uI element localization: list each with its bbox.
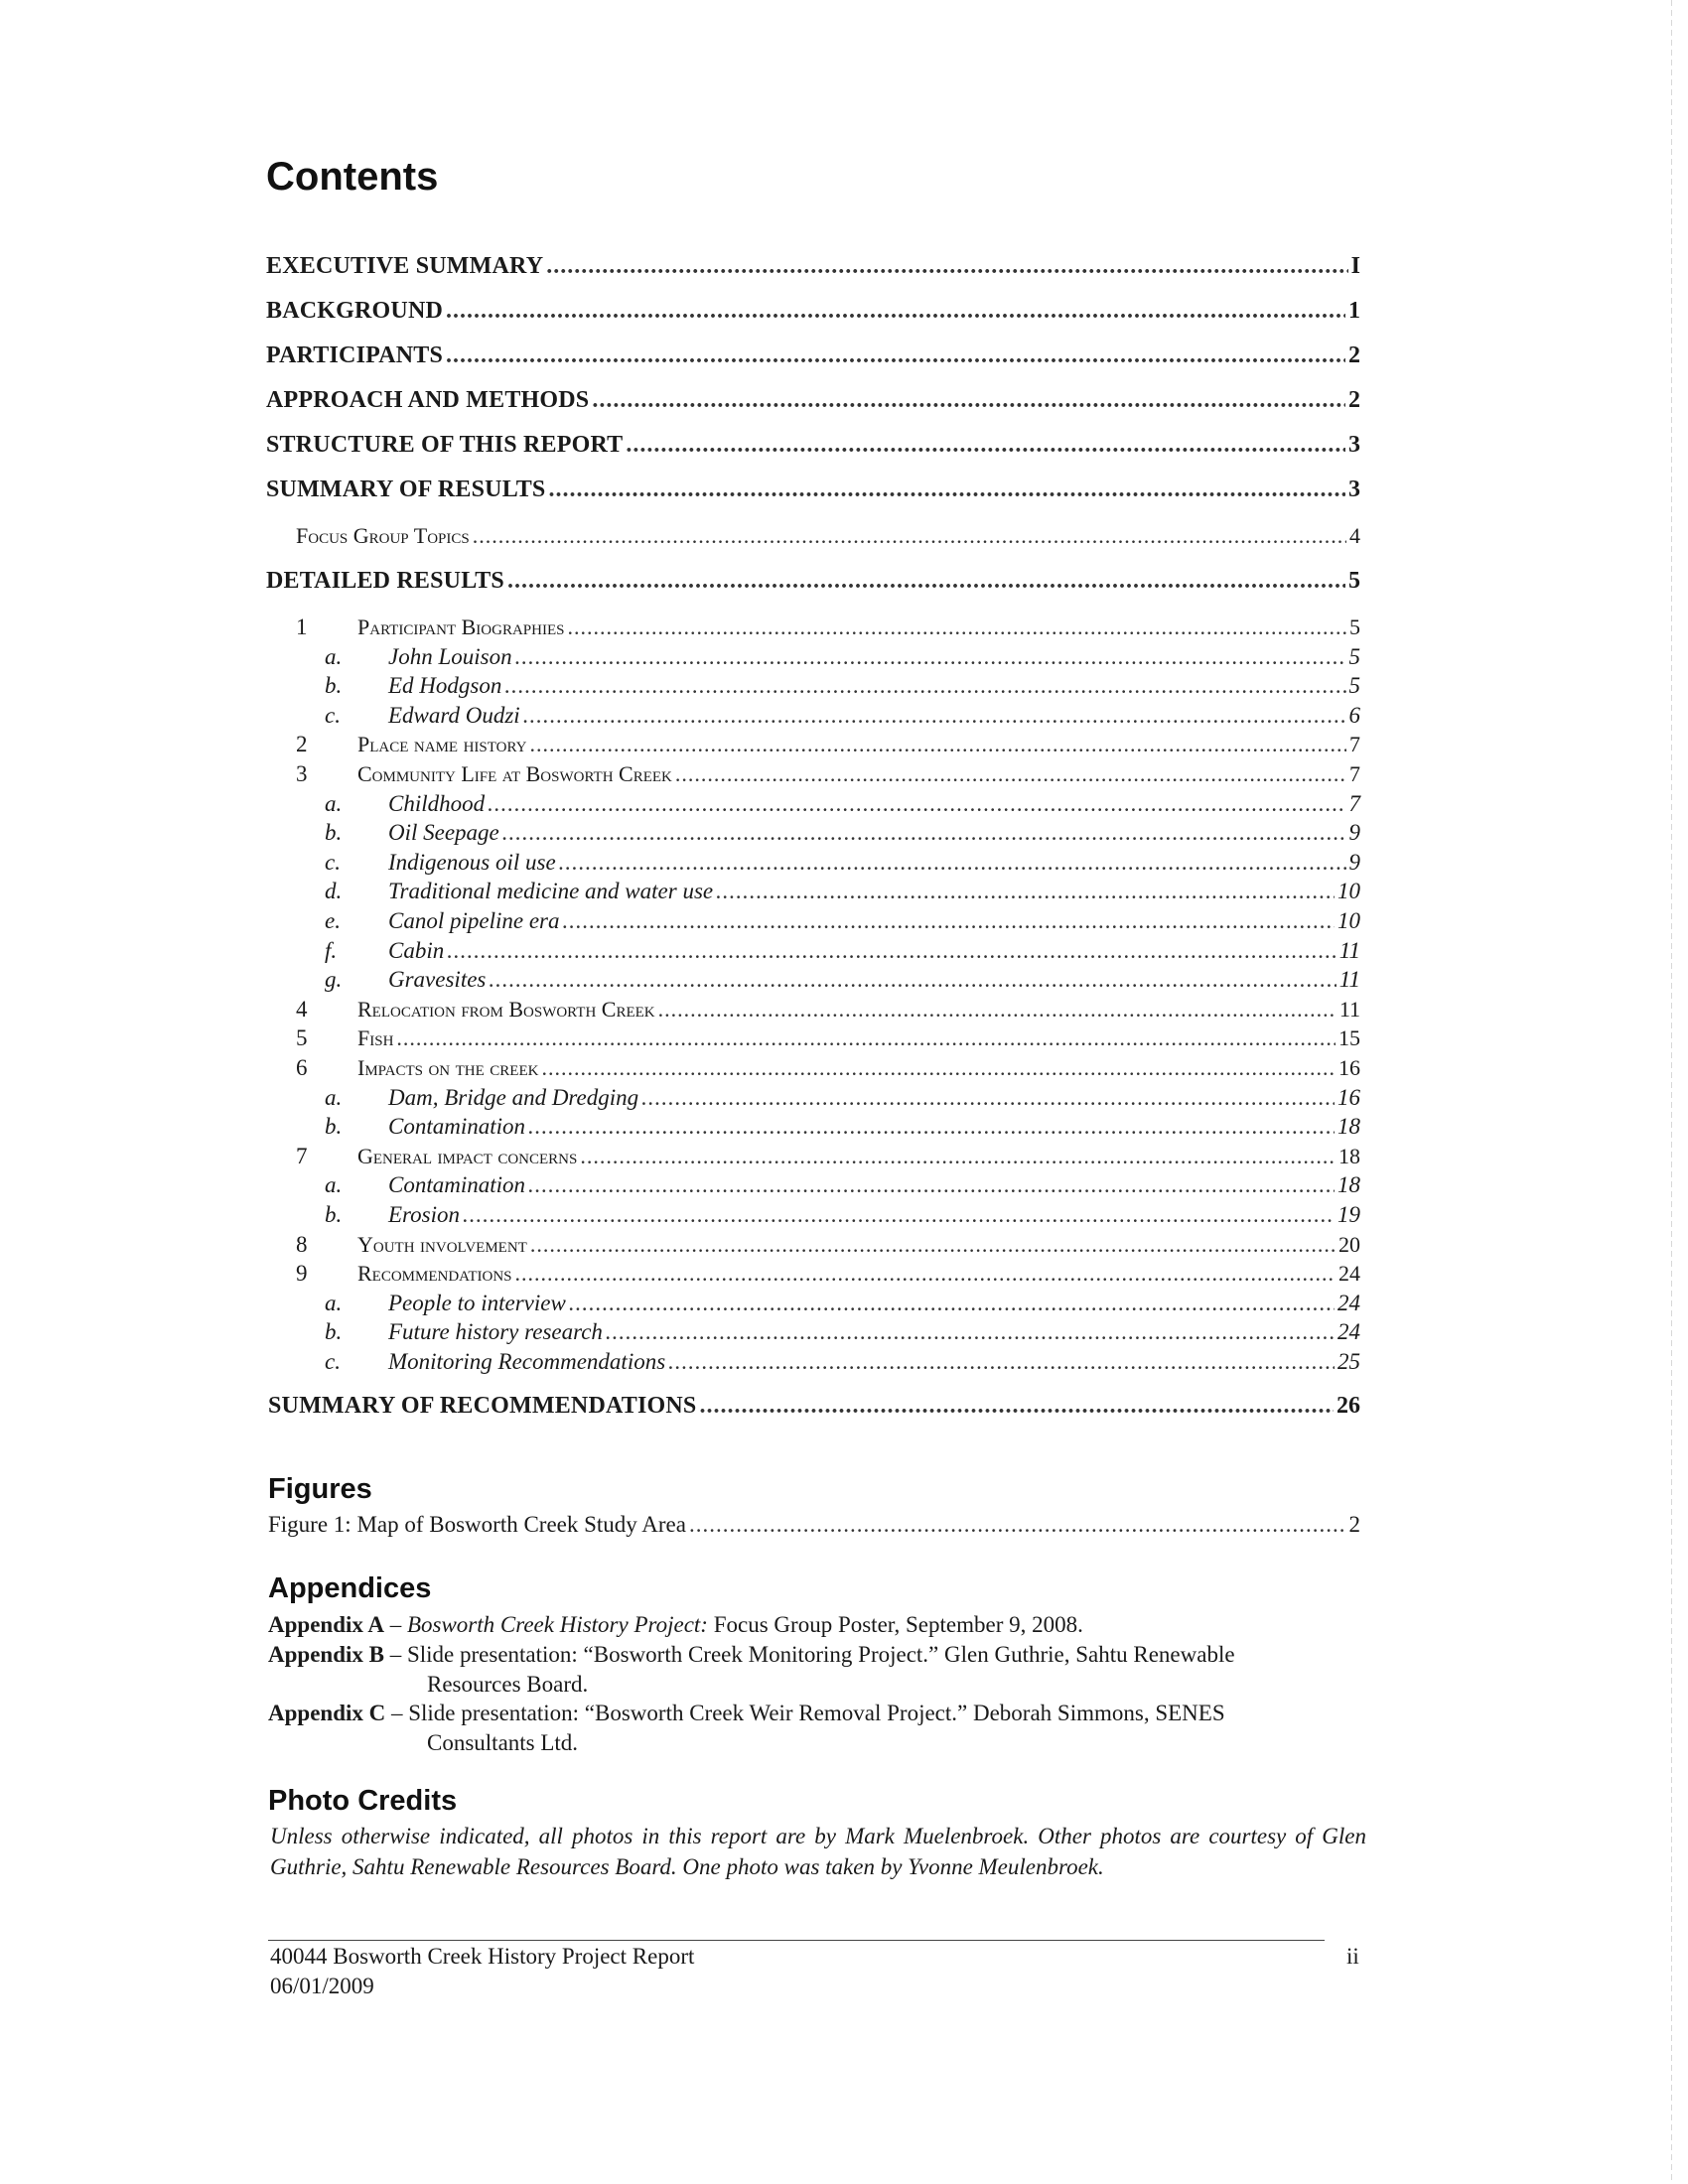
- appendix-b[interactable]: Appendix B – Slide presentation: “Bosworth Creek Monitoring Project.” Glen Guthrie, Sahtu Renewable: [268, 1642, 1235, 1667]
- toc-entry-executive-summary[interactable]: [266, 252, 1360, 280]
- toc-entry-label: Contamination: [388, 1172, 526, 1198]
- toc-entry-label: Edward Oudzi: [388, 702, 520, 728]
- toc-item-number: 2: [296, 732, 308, 757]
- toc-item-number: d.: [325, 879, 343, 904]
- toc-subsection-entry[interactable]: [388, 1171, 1360, 1199]
- toc-subsection-entry[interactable]: [388, 907, 1360, 935]
- toc-section-entry[interactable]: [357, 1024, 1360, 1052]
- toc-item-number: f.: [325, 937, 338, 963]
- toc-subsection-entry[interactable]: [388, 1318, 1360, 1346]
- toc-item-number: 6: [296, 1055, 308, 1080]
- appendix-key: Appendix C: [268, 1701, 386, 1725]
- toc-entry-label: Recommendations: [357, 1261, 512, 1287]
- toc-entry-label: SUMMARY OF RESULTS: [266, 477, 546, 502]
- appendix-b-continued: Resources Board.: [427, 1672, 589, 1697]
- toc-entry-label: Monitoring Recommendations: [388, 1349, 666, 1374]
- toc-entry-page: 5: [1348, 643, 1360, 669]
- toc-entry-page: 20: [1338, 1231, 1360, 1257]
- toc-entry-label: Indigenous oil use: [388, 849, 556, 875]
- appendix-c-continued: Consultants Ltd.: [427, 1730, 579, 1755]
- appendix-key: Appendix A: [268, 1612, 384, 1637]
- toc-entry-page: 3: [1348, 432, 1360, 458]
- toc-subsection-entry[interactable]: [388, 966, 1360, 994]
- footer-report-title: 40044 Bosworth Creek History Project Report: [270, 1944, 695, 1969]
- toc-entry-structure-of-report[interactable]: [266, 431, 1360, 459]
- toc-item-number: b.: [325, 1202, 343, 1227]
- toc-subsection-entry[interactable]: [388, 1348, 1360, 1376]
- toc-item-number: c.: [325, 702, 341, 728]
- toc-section-entry[interactable]: [357, 1054, 1360, 1082]
- toc-entry-label: People to interview: [388, 1290, 566, 1315]
- figure-1-entry[interactable]: [268, 1511, 1360, 1539]
- toc-subsection-entry[interactable]: [388, 819, 1360, 847]
- toc-entry-label: Childhood: [388, 790, 486, 816]
- toc-entry-label: Ed Hodgson: [388, 673, 502, 699]
- toc-entry-summary-of-results[interactable]: [266, 476, 1360, 503]
- toc-entry-page: 5: [1349, 614, 1360, 639]
- toc-entry-page: 16: [1337, 1084, 1360, 1110]
- toc-entry-page: 10: [1337, 908, 1360, 933]
- toc-item-number: e.: [325, 908, 341, 933]
- toc-section-entry[interactable]: [357, 731, 1360, 758]
- toc-entry-page: 11: [1338, 967, 1360, 993]
- toc-entry-label: PARTICIPANTS: [266, 342, 444, 368]
- toc-entry-page: 7: [1348, 790, 1360, 816]
- toc-entry-page: 24: [1337, 1290, 1360, 1315]
- toc-entry-participants[interactable]: [266, 341, 1360, 369]
- toc-item-number: a.: [325, 1084, 343, 1110]
- toc-entry-label: Gravesites: [388, 967, 487, 993]
- toc-subsection-entry[interactable]: [388, 1113, 1360, 1141]
- toc-entry-label: Future history research: [388, 1319, 603, 1345]
- toc-subsection-entry[interactable]: [388, 672, 1360, 700]
- scan-edge: [1671, 0, 1672, 2184]
- appendix-c[interactable]: Appendix C – Slide presentation: “Bosworth Creek Weir Removal Project.” Deborah Simmons, SENES: [268, 1701, 1225, 1725]
- toc-entry-page: 18: [1337, 1172, 1360, 1198]
- toc-entry-page: 25: [1337, 1349, 1360, 1374]
- toc-entry-page: 18: [1337, 1114, 1360, 1140]
- appendices-heading: Appendices: [268, 1572, 432, 1604]
- toc-entry-page: 24: [1338, 1261, 1360, 1287]
- toc-entry-page: 2: [1348, 387, 1360, 413]
- toc-entry-page: 10: [1337, 879, 1360, 904]
- toc-section-entry[interactable]: [357, 760, 1360, 788]
- toc-item-number: b.: [325, 673, 343, 699]
- toc-entry-label: Youth involvement: [357, 1231, 527, 1257]
- toc-section-entry[interactable]: [357, 1260, 1360, 1288]
- toc-subsection-entry[interactable]: [388, 1201, 1360, 1229]
- toc-entry-summary-of-recommendations[interactable]: [268, 1392, 1360, 1420]
- toc-entry-page: 7: [1349, 761, 1360, 786]
- toc-item-number: a.: [325, 643, 343, 669]
- appendix-key: Appendix B: [268, 1642, 384, 1667]
- photo-credits-text: Unless otherwise indicated, all photos in this report are by Mark Muelenbroek. Other photos are courtesy of Glen Guthrie, Sahtu Renewable Resources Board. One photo was taken by Yvonne Meulenbroek.: [270, 1824, 1366, 1879]
- toc-item-number: a.: [325, 1172, 343, 1198]
- toc-entry-page: 1: [1348, 298, 1360, 324]
- toc-item-number: b.: [325, 820, 343, 846]
- toc-item-number: 8: [296, 1231, 308, 1257]
- toc-item-number: c.: [325, 1349, 341, 1374]
- toc-subsection-entry[interactable]: [388, 878, 1360, 905]
- footer-page-number: ii: [1346, 1944, 1359, 1969]
- toc-entry-label: Oil Seepage: [388, 820, 499, 846]
- toc-subsection-entry[interactable]: [388, 849, 1360, 877]
- toc-item-number: g.: [325, 967, 343, 993]
- toc-entry-label: DETAILED RESULTS: [266, 568, 504, 594]
- toc-entry-page: 7: [1349, 732, 1360, 757]
- toc-subsection-entry[interactable]: [388, 702, 1360, 730]
- toc-entry-label: Place name history: [357, 732, 527, 757]
- toc-section-entry[interactable]: [357, 1143, 1360, 1170]
- toc-entry-page: 5: [1348, 568, 1360, 594]
- figure-entry-label: Figure 1: Map of Bosworth Creek Study Area: [268, 1512, 686, 1537]
- page-title: Contents: [266, 155, 439, 199]
- toc-item-number: 7: [296, 1143, 308, 1168]
- toc-entry-label: Traditional medicine and water use: [388, 879, 714, 904]
- figure-entry-page: 2: [1348, 1512, 1360, 1537]
- toc-entry-label: Contamination: [388, 1114, 526, 1140]
- toc-entry-detailed-results[interactable]: [266, 567, 1360, 595]
- toc-subsection-entry[interactable]: [388, 1290, 1360, 1317]
- footer-divider: [268, 1940, 1325, 1941]
- toc-item-number: 1: [296, 614, 308, 639]
- photo-credits-heading: Photo Credits: [268, 1785, 458, 1817]
- toc-entry-label: Impacts on the creek: [357, 1055, 539, 1080]
- toc-entry-page: 6: [1348, 702, 1360, 728]
- toc-entry-page: 11: [1338, 996, 1360, 1022]
- toc-entry-label: STRUCTURE OF THIS REPORT: [266, 432, 624, 458]
- toc-entry-label: Focus Group Topics: [296, 523, 470, 548]
- toc-entry-label: Community Life at Bosworth Creek: [357, 761, 672, 786]
- toc-entry-page: 2: [1348, 342, 1360, 368]
- toc-entry-label: Dam, Bridge and Dredging: [388, 1084, 639, 1110]
- toc-entry-page: 18: [1338, 1143, 1360, 1168]
- toc-entry-label: BACKGROUND: [266, 298, 444, 324]
- toc-section-entry[interactable]: [357, 614, 1360, 641]
- toc-entry-page: 5: [1348, 673, 1360, 699]
- toc-entry-page: 11: [1338, 937, 1360, 963]
- toc-section-entry[interactable]: [357, 1231, 1360, 1259]
- toc-item-number: 3: [296, 761, 308, 786]
- toc-item-number: a.: [325, 790, 343, 816]
- toc-subsection-entry[interactable]: [388, 937, 1360, 965]
- toc-entry-page: 3: [1348, 477, 1360, 502]
- toc-item-number: 4: [296, 996, 308, 1022]
- toc-entry-page: I: [1350, 253, 1360, 279]
- toc-entry-page: 9: [1348, 849, 1360, 875]
- toc-subsection-entry[interactable]: [388, 790, 1360, 818]
- toc-entry-label: Participant Biographies: [357, 614, 565, 639]
- toc-entry-label: General impact concerns: [357, 1143, 578, 1168]
- toc-entry-label: Canol pipeline era: [388, 908, 560, 933]
- toc-entry-approach-and-methods[interactable]: [266, 386, 1360, 414]
- toc-entry-label: APPROACH AND METHODS: [266, 387, 590, 413]
- toc-entry-page: 24: [1337, 1319, 1360, 1345]
- toc-subsection-entry[interactable]: [388, 643, 1360, 671]
- toc-item-number: b.: [325, 1319, 343, 1345]
- toc-section-entry[interactable]: [357, 996, 1360, 1024]
- toc-entry-label: EXECUTIVE SUMMARY: [266, 253, 544, 279]
- toc-entry-label: SUMMARY OF RECOMMENDATIONS: [268, 1393, 697, 1419]
- toc-entry-page: 4: [1349, 523, 1360, 548]
- toc-item-number: 9: [296, 1261, 308, 1287]
- toc-entry-page: 19: [1337, 1202, 1360, 1227]
- toc-entry-page: 15: [1338, 1025, 1360, 1051]
- appendix-a[interactable]: Appendix A – Bosworth Creek History Project: Focus Group Poster, September 9, 2008.: [268, 1612, 1083, 1637]
- figures-heading: Figures: [268, 1473, 372, 1505]
- toc-entry-focus-group-topics[interactable]: [296, 522, 1360, 550]
- toc-item-number: c.: [325, 849, 341, 875]
- toc-item-number: b.: [325, 1114, 343, 1140]
- toc-entry-page: 9: [1348, 820, 1360, 846]
- toc-entry-background[interactable]: [266, 297, 1360, 325]
- toc-entry-label: Erosion: [388, 1202, 460, 1227]
- toc-entry-page: 26: [1336, 1393, 1360, 1419]
- toc-entry-page: 16: [1338, 1055, 1360, 1080]
- toc-entry-label: Cabin: [388, 937, 445, 963]
- toc-subsection-entry[interactable]: [388, 1084, 1360, 1112]
- footer-date: 06/01/2009: [270, 1974, 374, 1998]
- toc-item-number: 5: [296, 1025, 308, 1051]
- toc-entry-label: Relocation from Bosworth Creek: [357, 996, 655, 1022]
- toc-item-number: a.: [325, 1290, 343, 1315]
- toc-entry-label: Fish: [357, 1025, 394, 1051]
- toc-entry-label: John Louison: [388, 643, 512, 669]
- appendix-title: Bosworth Creek History Project:: [406, 1612, 708, 1637]
